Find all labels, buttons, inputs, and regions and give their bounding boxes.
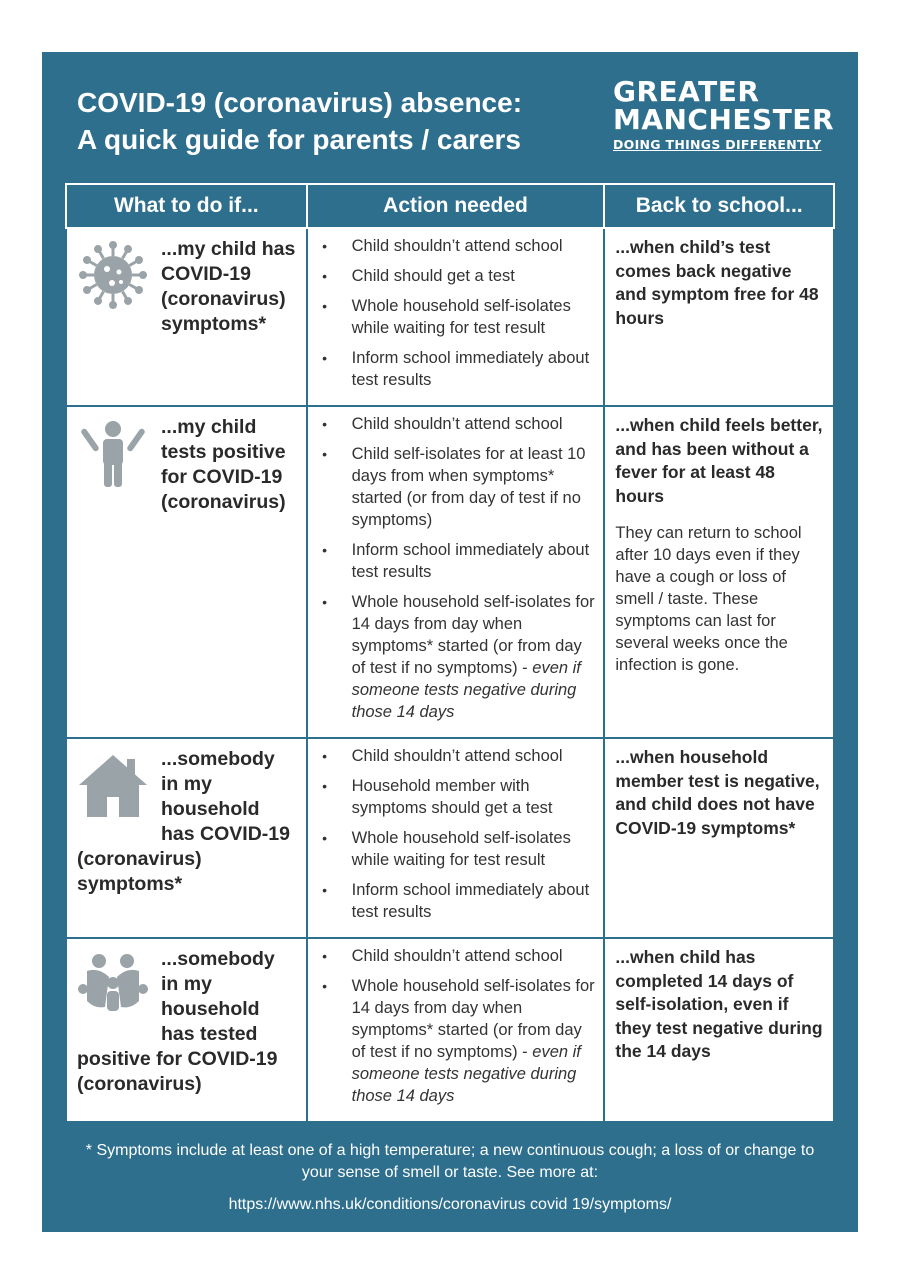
column-header-action: Action needed xyxy=(307,184,605,228)
bullet-icon: • xyxy=(322,830,328,846)
actions-cell xyxy=(307,406,605,738)
action-text: Child shouldn’t attend school xyxy=(351,415,563,433)
family-icon xyxy=(77,949,149,1021)
bullet-icon: • xyxy=(322,238,328,254)
action-text: Whole household self-isolates while waiting for test result xyxy=(351,829,571,869)
action-item xyxy=(318,975,596,1107)
bullet-icon: • xyxy=(322,978,328,994)
condition-cell xyxy=(66,738,307,938)
child-icon xyxy=(77,417,149,489)
back-to-school xyxy=(605,407,833,683)
action-list xyxy=(308,739,604,937)
guide-panel xyxy=(42,52,858,1232)
logo-tagline: DOING THINGS DIFFERENTLY xyxy=(612,137,822,152)
action-item xyxy=(318,235,596,257)
table-header-row xyxy=(66,184,834,228)
condition-text: ...my child has COVID-19 (coronavirus) symptoms* xyxy=(161,238,296,335)
greater-manchester-logo xyxy=(612,75,834,152)
back-to-school-cell xyxy=(604,406,834,738)
virus-icon xyxy=(77,239,149,311)
action-item xyxy=(318,827,596,871)
back-to-school xyxy=(605,939,833,1071)
back-to-school xyxy=(605,229,833,337)
action-item xyxy=(318,413,596,435)
action-text: Inform school immediately about test results xyxy=(351,541,590,581)
bullet-icon: • xyxy=(322,748,328,764)
title-line-2: A quick guide for parents / carers xyxy=(77,124,521,155)
action-item xyxy=(318,775,596,819)
action-text: Inform school immediately about test results xyxy=(351,881,590,921)
bullet-icon: • xyxy=(322,416,328,432)
page-title xyxy=(77,84,577,158)
condition-text: ...my child tests positive for COVID-19 (coronavirus) xyxy=(161,416,286,513)
footer xyxy=(42,1140,858,1216)
condition xyxy=(67,939,306,1103)
bullet-icon: • xyxy=(322,350,328,366)
actions-cell xyxy=(307,228,605,406)
action-list xyxy=(308,939,604,1121)
condition xyxy=(67,407,306,521)
table-row xyxy=(66,228,834,406)
action-text: Child shouldn’t attend school xyxy=(351,947,563,965)
bullet-icon: • xyxy=(322,778,328,794)
action-item xyxy=(318,591,596,723)
return-condition: ...when child’s test comes back negative and symptom free for 48 hours xyxy=(615,237,819,328)
action-item xyxy=(318,347,596,391)
action-item xyxy=(318,879,596,923)
logo-line-1: GREATER xyxy=(612,75,760,108)
action-item xyxy=(318,539,596,583)
return-note: They can return to school after 10 days even if they have a cough or loss of smell / taste. These symptoms can last for several weeks once the infection is gone. xyxy=(615,524,802,674)
action-item xyxy=(318,295,596,339)
nhs-link[interactable]: https://www.nhs.uk/conditions/coronavirus covid 19/symptoms/ xyxy=(228,1196,672,1213)
action-list xyxy=(308,407,604,737)
return-condition: ...when child feels better, and has been without a fever for at least 48 hours xyxy=(615,415,823,506)
column-header-back: Back to school... xyxy=(604,184,834,228)
column-header-what: What to do if... xyxy=(66,184,307,228)
back-to-school-cell xyxy=(604,938,834,1122)
bullet-icon: • xyxy=(322,882,328,898)
action-emphasis: even if someone tests negative during those 14 days xyxy=(351,1043,581,1105)
condition-cell xyxy=(66,938,307,1122)
action-item xyxy=(318,745,596,767)
condition xyxy=(67,739,306,903)
condition-text: ...somebody in my household has COVID-19 (coronavirus) symptoms* xyxy=(77,748,290,895)
action-text: Child shouldn’t attend school xyxy=(351,237,563,255)
condition-cell xyxy=(66,406,307,738)
actions-cell xyxy=(307,938,605,1122)
return-condition: ...when child has completed 14 days of self-isolation, even if they test negative during the 14 days xyxy=(615,947,823,1061)
house-icon xyxy=(77,749,149,821)
bullet-icon: • xyxy=(322,594,328,610)
bullet-icon: • xyxy=(322,446,328,462)
action-item xyxy=(318,945,596,967)
action-text: Child should get a test xyxy=(351,267,515,285)
table-row xyxy=(66,938,834,1122)
table-row xyxy=(66,738,834,938)
action-text: Household member with symptoms should get a test xyxy=(351,777,553,817)
condition-text: ...somebody in my household has tested positive for COVID-19 (coronavirus) xyxy=(77,948,278,1095)
back-to-school xyxy=(605,739,833,847)
condition xyxy=(67,229,306,343)
table-row xyxy=(66,406,834,738)
return-condition: ...when household member test is negative, and child does not have COVID-19 symptoms* xyxy=(615,747,820,838)
action-text: Whole household self-isolates for 14 days from day when symptoms* started (or from day of test if no symptoms) - xyxy=(351,977,595,1061)
action-item xyxy=(318,443,596,531)
logo-line-2: MANCHESTER xyxy=(612,103,834,136)
title-line-1: COVID-19 (coronavirus) absence: xyxy=(77,87,523,118)
condition-cell xyxy=(66,228,307,406)
guidance-table xyxy=(65,183,835,1123)
action-emphasis: even if someone tests negative during those 14 days xyxy=(351,659,581,721)
back-to-school-cell xyxy=(604,228,834,406)
action-text: Whole household self-isolates while waiting for test result xyxy=(351,297,571,337)
bullet-icon: • xyxy=(322,948,328,964)
actions-cell xyxy=(307,738,605,938)
action-list xyxy=(308,229,604,405)
action-text: Child self-isolates for at least 10 days from when symptoms* started (or from day of test if no symptoms) xyxy=(351,445,586,529)
action-text: Inform school immediately about test results xyxy=(351,349,590,389)
action-text: Whole household self-isolates for 14 days from day when symptoms* started (or from day of test if no symptoms) - xyxy=(351,593,595,677)
action-item xyxy=(318,265,596,287)
symptoms-note: * Symptoms include at least one of a high temperature; a new continuous cough; a loss of or change to your sense of smell or taste. See more at: xyxy=(85,1142,815,1181)
back-to-school-cell xyxy=(604,738,834,938)
bullet-icon: • xyxy=(322,542,328,558)
action-text: Child shouldn’t attend school xyxy=(351,747,563,765)
bullet-icon: • xyxy=(322,268,328,284)
bullet-icon: • xyxy=(322,298,328,314)
